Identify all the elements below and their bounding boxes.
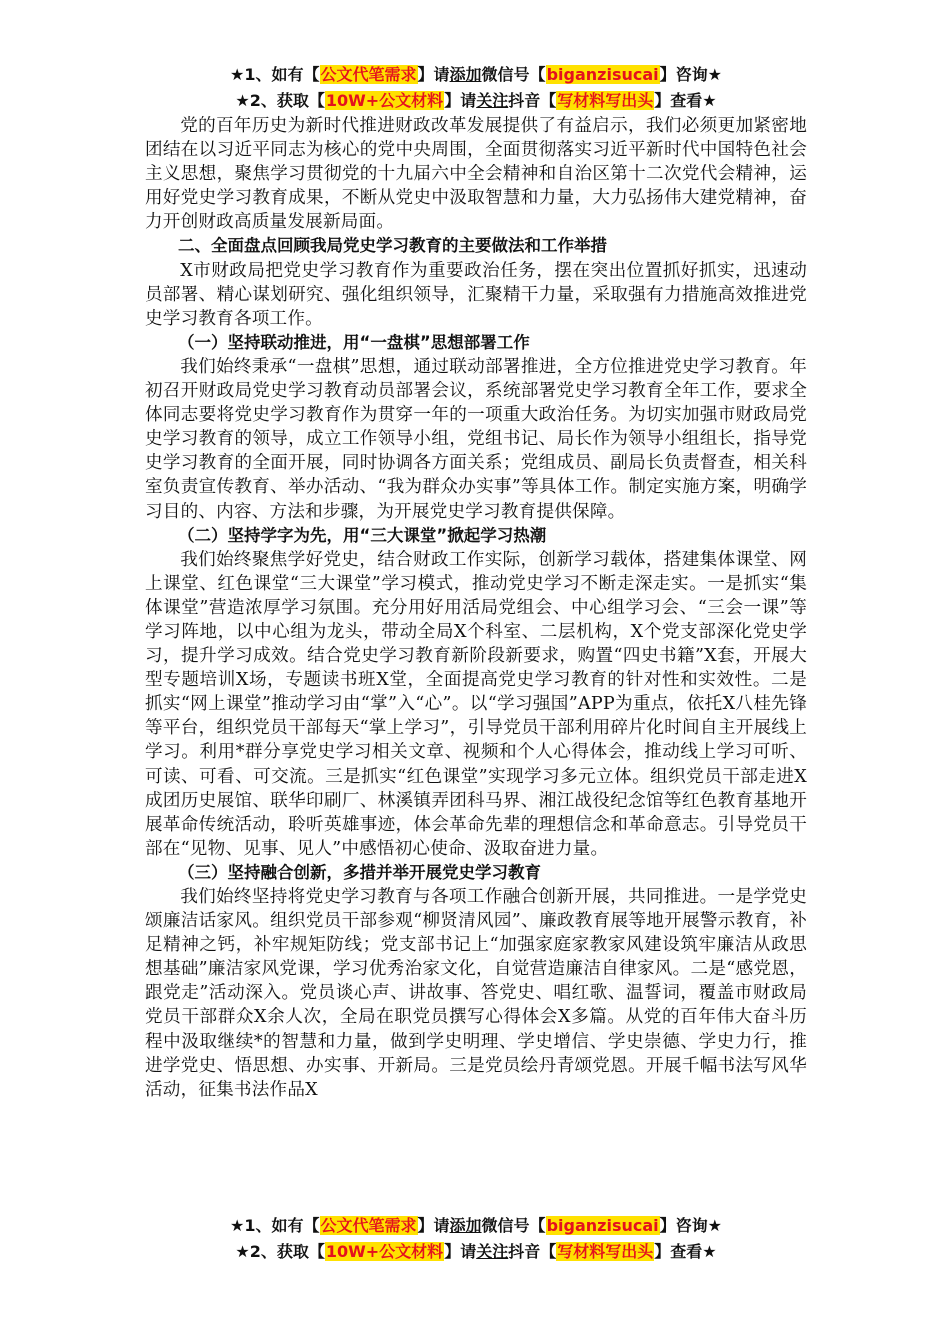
- banner-text: 】请: [417, 1216, 450, 1235]
- section-heading-2: 二、全面盘点回顾我局党史学习教育的主要做法和工作举措: [178, 236, 607, 256]
- subsection-heading-1: （一）坚持联动推进，用“一盘棋”思想部署工作: [178, 332, 530, 352]
- banner-underline: 关注: [476, 91, 509, 110]
- document-page: [145, 62, 807, 1102]
- banner-text: ★1、如有【: [230, 1216, 320, 1235]
- subsection-heading-3: （三）坚持融合创新，多措并举开展党史学习教育: [178, 862, 541, 882]
- paragraph-subsection-1: 我们始终秉承“一盘棋”思想，通过联动部署推进，全方位推进党史学习教育。年初召开财政局党史学习教育动员部署会议，系统部署党史学习教育全年工作，要求全体同志要将党史学习教育作为贯穿一年的一项重大政治任务。为切实加强市财政局党史学习教育的领导，成立工作领导小组，党组书记、局长作为领导小组组长，指导党史学习教育的全面开展，同时协调各方面关系；党组成员、副局长负责督查，相关科室负责宣传教育、举办活动、“我为群众办实事”等具体工作。制定实施方案，明确学习目的、内容、方法和步骤，为开展党史学习教育提供保障。: [145, 356, 807, 522]
- banner-text: 】查看★: [654, 1242, 717, 1261]
- banner-highlight: 写材料写出头: [557, 1242, 654, 1261]
- footer-banner-line-1: [145, 1213, 807, 1239]
- banner-text: ★1、如有【: [230, 65, 320, 84]
- paragraph-subsection-3: 我们始终坚持将党史学习教育与各项工作融合创新开展，共同推进。一是学党史颂廉洁话家风。组织党员干部参观“柳贤清风园”、廉政教育展等地开展警示教育，补足精神之钙，补牢规矩防线；党支部书记上“加强家庭家教家风建设筑牢廉洁从政思想基础”廉洁家风党课，学习优秀治家文化，自觉营造廉洁自律家风。二是“感党恩，跟党走”活动深入。党员谈心声、讲故事、答党史、唱红歌、温誓词，覆盖市财政局党员干部群众X余人次，全局在职党员撰写心得体会X多篇。从党的百年伟大奋斗历程中汲取继续*的智慧和力量，做到学史明理、学史增信、学史崇德、学史力行，推进学党史、悟思想、办实事、开新局。三是党员绘丹青颂党恩。开展千幅书法写风华活动，征集书法作品X: [145, 887, 807, 1100]
- banner-text: 】查看★: [654, 91, 717, 110]
- banner-line-1: [145, 62, 807, 88]
- banner-text: ★2、获取【: [235, 91, 325, 110]
- banner-text: 微信号【: [481, 1216, 546, 1235]
- banner-highlight: 10W+公文材料: [325, 91, 444, 110]
- banner-text: 】请: [417, 65, 450, 84]
- paragraph-overview: X市财政局把党史学习教育作为重要政治任务，摆在突出位置抓好抓实，迅速动员部署、精心谋划研究、强化组织领导，汇聚精干力量，采取强有力措施高效推进党史学习教育各项工作。: [145, 260, 807, 329]
- paragraph-intro: 党的百年历史为新时代推进财政改革发展提供了有益启示，我们必须更加紧密地团结在以习近平同志为核心的党中央周围，全面贯彻落实习近平新时代中国特色社会主义思想，聚焦学习贯彻党的十九届六中全会精神和自治区第十二次党代会精神，运用好党史学习教育成果，不断从党史中汲取智慧和力量，大力弘扬伟大建党精神，奋力开创财政高质量发展新局面。: [145, 116, 807, 233]
- footer-banner-line-2: [145, 1239, 807, 1265]
- subsection-heading-2: （二）坚持学字为先，用“三大课堂”掀起学习热潮: [178, 525, 547, 545]
- banner-highlight: biganzisucai: [546, 1216, 659, 1235]
- banner-highlight: 公文代笔需求: [320, 65, 417, 84]
- banner-text: 】请: [444, 1242, 477, 1261]
- banner-text: 】咨询★: [659, 1216, 722, 1235]
- banner-highlight: biganzisucai: [546, 65, 659, 84]
- banner-text: 抖音【: [508, 1242, 557, 1261]
- banner-highlight: 写材料写出头: [557, 91, 654, 110]
- banner-underline: 添加: [449, 65, 482, 84]
- banner-text: 】咨询★: [659, 65, 722, 84]
- banner-underline: 添加: [449, 1216, 482, 1235]
- banner-text: 微信号【: [481, 65, 546, 84]
- banner-text: ★2、获取【: [235, 1242, 325, 1261]
- footer-banner: [145, 1213, 807, 1265]
- banner-highlight: 10W+公文材料: [325, 1242, 444, 1261]
- banner-line-2: [145, 88, 807, 114]
- banner-text: 】请: [444, 91, 477, 110]
- banner-underline: 关注: [476, 1242, 509, 1261]
- banner-highlight: 公文代笔需求: [320, 1216, 417, 1235]
- paragraph-subsection-2: 我们始终聚焦学好党史，结合财政工作实际，创新学习载体，搭建集体课堂、网上课堂、红色课堂“三大课堂”学习模式，推动党史学习不断走深走实。一是抓实“集体课堂”营造浓厚学习氛围。充分用好用活局党组会、中心组学习会、“三会一课”等学习阵地，以中心组为龙头，带动全局X个科室、二层机构，X个党支部深化党史学习，提升学习成效。结合党史学习教育新阶段新要求，购置“四史书籍”X套，开展大型专题培训X场，专题读书班X堂，全面提高党史学习教育的针对性和实效性。二是抓实“网上课堂”推动学习由“掌”入“心”。以“学习强国”APP为重点，依托X八桂先锋等平台，组织党员干部每天“掌上学习”，引导党员干部利用碎片化时间自主开展线上学习。利用*群分享党史学习相关文章、视频和个人心得体会，推动线上学习可听、可读、可看、可交流。三是抓实“红色课堂”实现学习多元立体。组织党员干部走进X成团历史展馆、联华印刷厂、林溪镇弄团科马界、湘江战役纪念馆等红色教育基地开展革命传统活动，聆听英雄事迹，体会革命先辈的理想信念和革命意志。引导党员干部在“见物、见事、见人”中感悟初心使命、汲取奋进力量。: [145, 549, 807, 859]
- banner-text: 抖音【: [508, 91, 557, 110]
